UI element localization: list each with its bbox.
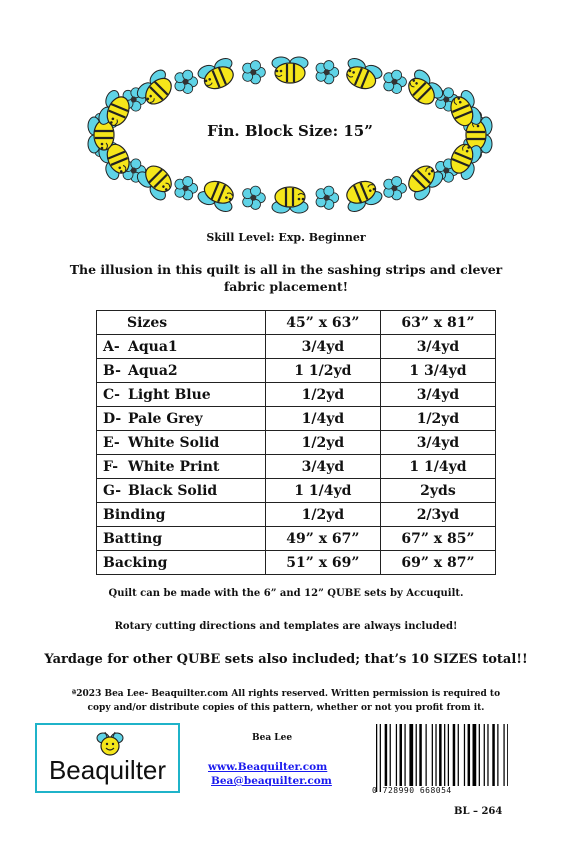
yardage-value: 2/3yd <box>380 503 495 527</box>
table-row <box>97 527 496 551</box>
yardage-value: 1 1/2yd <box>265 359 380 383</box>
table-row <box>97 503 496 527</box>
pattern-code: BL – 264 <box>454 806 503 817</box>
flower-decoration <box>384 70 407 93</box>
table-row <box>97 335 496 359</box>
fabric-letter: A- <box>103 338 120 355</box>
table-row <box>97 359 496 383</box>
fabric-label-cell <box>97 527 266 551</box>
yardage-value: 67” x 85” <box>380 527 495 551</box>
fabric-name: Binding <box>103 506 166 523</box>
barcode-bar <box>458 724 459 786</box>
illusion-description: The illusion in this quilt is all in the sashing strips and clever fabric placement! <box>69 262 503 294</box>
barcode-bar <box>435 724 436 786</box>
fabric-label-cell <box>97 335 266 359</box>
fabric-label-cell <box>97 455 266 479</box>
table-row <box>97 383 496 407</box>
beaquilter-logo <box>35 723 180 793</box>
yardage-value: 3/4yd <box>380 431 495 455</box>
yardage-value: 1/2yd <box>265 503 380 527</box>
fabric-name: White Print <box>128 458 220 475</box>
barcode-bar <box>492 724 495 786</box>
fabric-label-cell <box>97 383 266 407</box>
flower-decoration <box>243 186 266 209</box>
fabric-name: Black Solid <box>128 482 218 499</box>
yardage-value: 49” x 67” <box>265 527 380 551</box>
flower-decoration <box>175 177 198 200</box>
email-link[interactable]: Bea@beaquilter.com <box>211 775 332 787</box>
fabric-name: Backing <box>103 554 168 571</box>
website-link[interactable]: www.Beaquilter.com <box>208 761 328 773</box>
yardage-value: 1/2yd <box>265 431 380 455</box>
barcode-bar <box>487 724 488 786</box>
flower-decoration <box>316 186 339 209</box>
table-row <box>97 479 496 503</box>
yardage-table <box>96 310 496 575</box>
yardage-value: 1 1/4yd <box>265 479 380 503</box>
table-row <box>97 431 496 455</box>
rotary-note: Rotary cutting directions and templates are always included! <box>114 621 458 632</box>
barcode-number: 0 728990 668054 <box>372 786 452 795</box>
barcode-bar <box>439 724 442 786</box>
yardage-value: 1/4yd <box>265 407 380 431</box>
barcode-bar <box>404 724 405 786</box>
fabric-letter: D- <box>103 410 122 427</box>
barcode-bar <box>507 724 508 786</box>
header-cell: 63” x 81” <box>380 311 495 335</box>
table-row <box>97 551 496 575</box>
bee-icon <box>341 176 384 214</box>
barcode-bar <box>468 724 471 786</box>
fabric-label-cell <box>97 431 266 455</box>
barcode-bar <box>484 724 485 786</box>
fabric-label-cell <box>97 551 266 575</box>
barcode-bar <box>464 724 465 786</box>
barcode-bar <box>400 724 403 786</box>
barcode-bar <box>453 724 456 786</box>
fabric-name: Pale Grey <box>128 410 203 427</box>
yardage-value: 1/2yd <box>265 383 380 407</box>
flower-decoration <box>175 70 198 93</box>
bee-icon <box>341 56 384 94</box>
barcode-bar <box>385 724 388 786</box>
block-size-title: Fin. Block Size: 15” <box>207 122 373 140</box>
barcode-bar <box>444 724 445 786</box>
yardage-value: 3/4yd <box>380 335 495 359</box>
fabric-name: Aqua2 <box>128 362 178 379</box>
fabric-letter: C- <box>103 386 120 403</box>
header-cell: 45” x 63” <box>265 311 380 335</box>
barcode-bar <box>479 724 480 786</box>
yardage-value: 51” x 69” <box>265 551 380 575</box>
header-cell: Sizes <box>97 311 266 335</box>
yardage-value: 3/4yd <box>380 383 495 407</box>
barcode-bar <box>376 724 377 792</box>
bee-icon <box>196 56 239 94</box>
table-row <box>97 455 496 479</box>
author-name: Bea Lee <box>252 733 293 743</box>
table-header-row <box>97 311 496 335</box>
barcode-bar <box>396 724 397 786</box>
barcode-bar <box>448 724 449 786</box>
yardage-note: Yardage for other QUBE sets also included; that’s 10 SIZES total!! <box>44 652 528 667</box>
yardage-value: 2yds <box>380 479 495 503</box>
barcode-bar <box>409 724 413 786</box>
yardage-value: 3/4yd <box>265 455 380 479</box>
barcode-bar <box>426 724 427 786</box>
yardage-value: 69” x 87” <box>380 551 495 575</box>
copyright-notice: ª2023 Bea Lee- Beaquilter.com All rights reserved. Written permission is required to copy and/or distribute copies of this pattern, whether or not you profit from it. <box>71 689 501 713</box>
fabric-label-cell <box>97 407 266 431</box>
bee-icon <box>272 57 308 83</box>
fabric-name: White Solid <box>128 434 220 451</box>
fabric-name: Light Blue <box>128 386 211 403</box>
barcode-bar <box>380 724 381 792</box>
fabric-letter: E- <box>103 434 120 451</box>
barcode-bar <box>503 724 504 786</box>
barcode-bar <box>473 724 477 786</box>
bee-icon <box>272 187 308 213</box>
yardage-value: 1/2yd <box>380 407 495 431</box>
table-row <box>97 407 496 431</box>
flower-decoration <box>243 61 266 84</box>
bee-icon <box>196 176 239 214</box>
yardage-value: 3/4yd <box>265 335 380 359</box>
yardage-value: 1 3/4yd <box>380 359 495 383</box>
fabric-letter: F- <box>103 458 119 475</box>
fabric-label-cell <box>97 503 266 527</box>
fabric-name: Aqua1 <box>128 338 178 355</box>
fabric-name: Batting <box>103 530 163 547</box>
barcode-bar <box>390 724 391 786</box>
fabric-label-cell <box>97 479 266 503</box>
barcode-bar <box>497 724 498 786</box>
barcode-bar <box>419 724 422 786</box>
fabric-letter: B- <box>103 362 121 379</box>
barcode-bar <box>416 724 417 786</box>
qube-note: Quilt can be made with the 6” and 12” QUBE sets by Accuquilt. <box>108 588 464 599</box>
yardage-value: 1 1/4yd <box>380 455 495 479</box>
logo-wordmark: Beaquilter <box>48 755 167 785</box>
barcode-bar <box>432 724 433 786</box>
flower-decoration <box>384 177 407 200</box>
fabric-label-cell <box>97 359 266 383</box>
skill-level: Skill Level: Exp. Beginner <box>206 231 366 244</box>
fabric-letter: G- <box>103 482 122 499</box>
flower-decoration <box>316 61 339 84</box>
